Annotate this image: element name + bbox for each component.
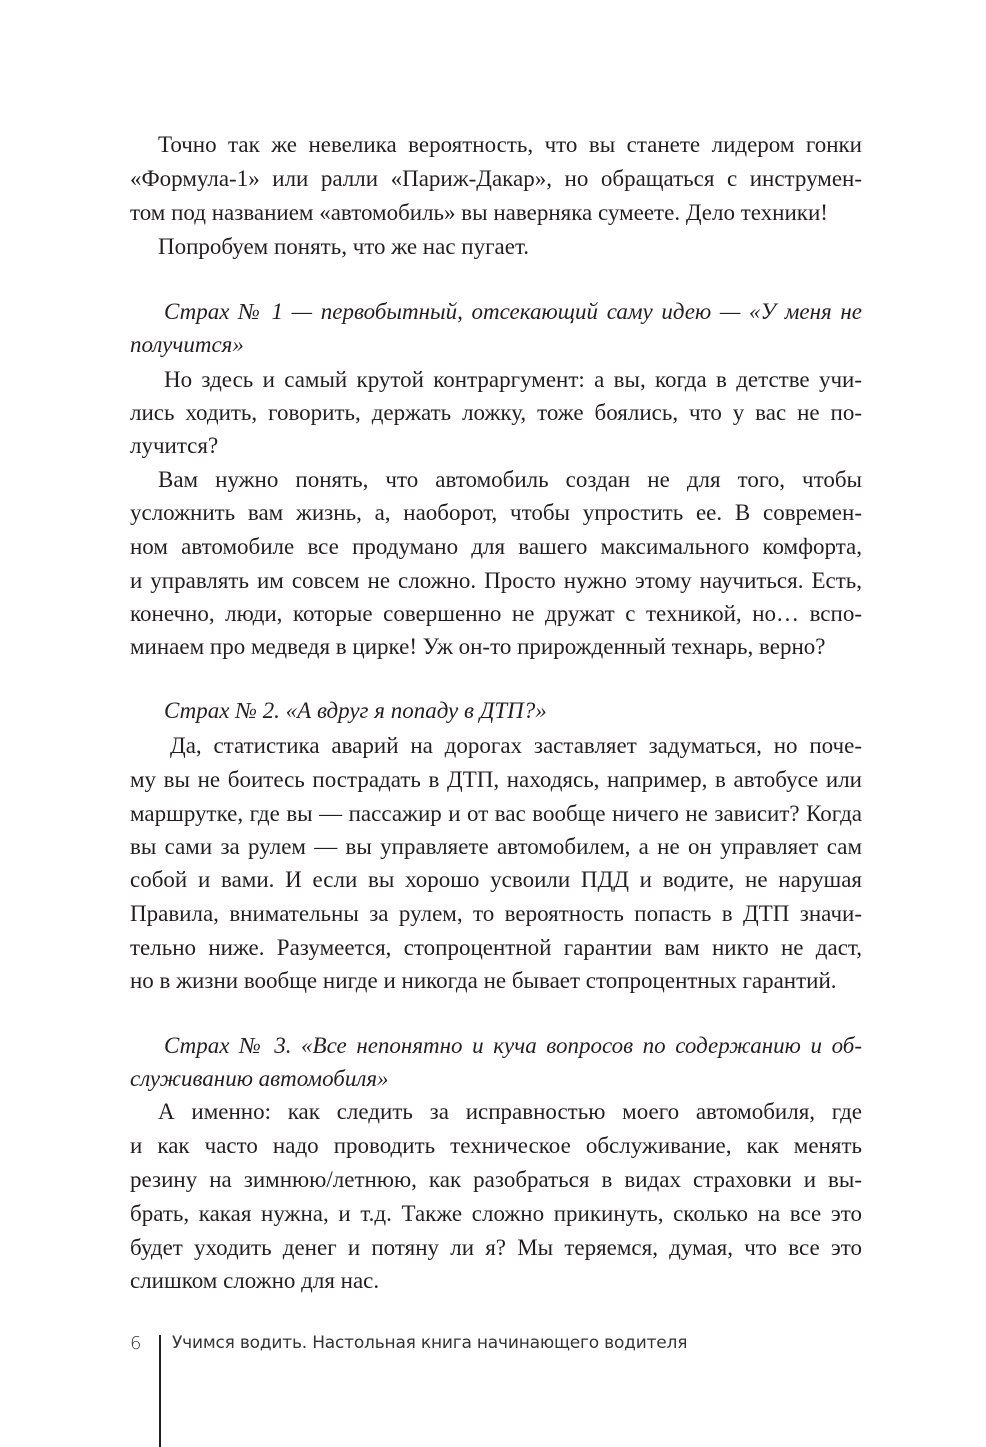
text-line: конечно, люди, которые совершенно не дружат с техникой, но… вспо-: [130, 601, 862, 626]
section-heading-fear-1: Страх № 1 — первобытный, отсекающий саму идею — «У меня не: [164, 299, 862, 324]
text-line: будет уходить денег и потяну ли я? Мы теряемся, думая, что все это: [130, 1235, 862, 1260]
text-line: собой и вами. И если вы хорошо усвоили ПДД и водите, не нарушая: [130, 867, 862, 892]
text-line: маршрутке, где вы — пассажир и от вас вообще ничего не зависит? Когда: [130, 801, 862, 826]
text-line: Да, статистика аварий на дорогах заставляет задуматься, но поче-: [170, 733, 862, 758]
text-line: но в жизни вообще нигде и никогда не бывает стопроцентных гарантий.: [130, 968, 837, 993]
text-line: Вам нужно понять, что автомобиль создан не для того, чтобы: [158, 467, 862, 492]
text-line: вы сами за рулем — вы управляете автомобилем, а не он управляет сам: [130, 834, 862, 859]
text-line: тельно ниже. Разумеется, стопроцентной гарантии вам никто не даст,: [130, 935, 862, 960]
text-line: Попробуем понять, что же нас пугает.: [158, 234, 530, 259]
text-line: и как часто надо проводить техническое обслуживание, как менять: [130, 1133, 862, 1158]
text-line: «Формула-1» или ралли «Париж-Дакар», но обращаться с инструмен-: [130, 166, 862, 191]
text-line: лись ходить, говорить, держать ложку, тоже боялись, что у вас не по-: [130, 400, 862, 425]
section-heading-fear-2: Страх № 2. «А вдруг я попаду в ДТП?»: [164, 698, 547, 723]
text-line: том под названием «автомобиль» вы наверняка сумеете. Дело техники!: [130, 200, 828, 225]
text-line: А именно: как следить за исправностью моего автомобиля, где: [158, 1099, 862, 1124]
footer-divider: [159, 1335, 161, 1447]
text-line: минаем про медведя в цирке! Уж он-то прирожденный технарь, верно?: [130, 634, 826, 659]
text-line: лучится?: [130, 433, 219, 458]
text-line: Точно так же невелика вероятность, что вы станете лидером гонки: [158, 132, 862, 157]
text-line: усложнить вам жизнь, а, наоборот, чтобы упростить ее. В современ-: [130, 500, 862, 525]
section-heading-fear-3: служиванию автомобиля»: [130, 1066, 389, 1091]
page-number: 6: [130, 1333, 142, 1354]
text-line: брать, какая нужна, и т.д. Также сложно прикинуть, сколько на все это: [130, 1201, 862, 1226]
running-title: Учимся водить. Настольная книга начинающего водителя: [172, 1333, 688, 1353]
text-line: резину на зимнюю/летнюю, как разобраться в видах страховки и вы-: [130, 1167, 862, 1192]
text-line: слишком сложно для нас.: [130, 1268, 380, 1293]
section-heading-fear-1: получится»: [130, 332, 244, 357]
text-line: Но здесь и самый крутой контраргумент: а вы, когда в детстве учи-: [164, 367, 862, 392]
section-heading-fear-3: Страх № 3. «Все непонятно и куча вопросов по содержанию и об-: [164, 1033, 862, 1058]
text-line: ном автомобиле все продумано для вашего максимального комфорта,: [130, 534, 862, 559]
text-line: му вы не боитесь пострадать в ДТП, находясь, например, в автобусе или: [130, 767, 862, 792]
text-line: Правила, внимательны за рулем, то вероятность попасть в ДТП значи-: [130, 901, 862, 926]
text-line: и управлять им совсем не сложно. Просто нужно этому научиться. Есть,: [130, 568, 862, 593]
